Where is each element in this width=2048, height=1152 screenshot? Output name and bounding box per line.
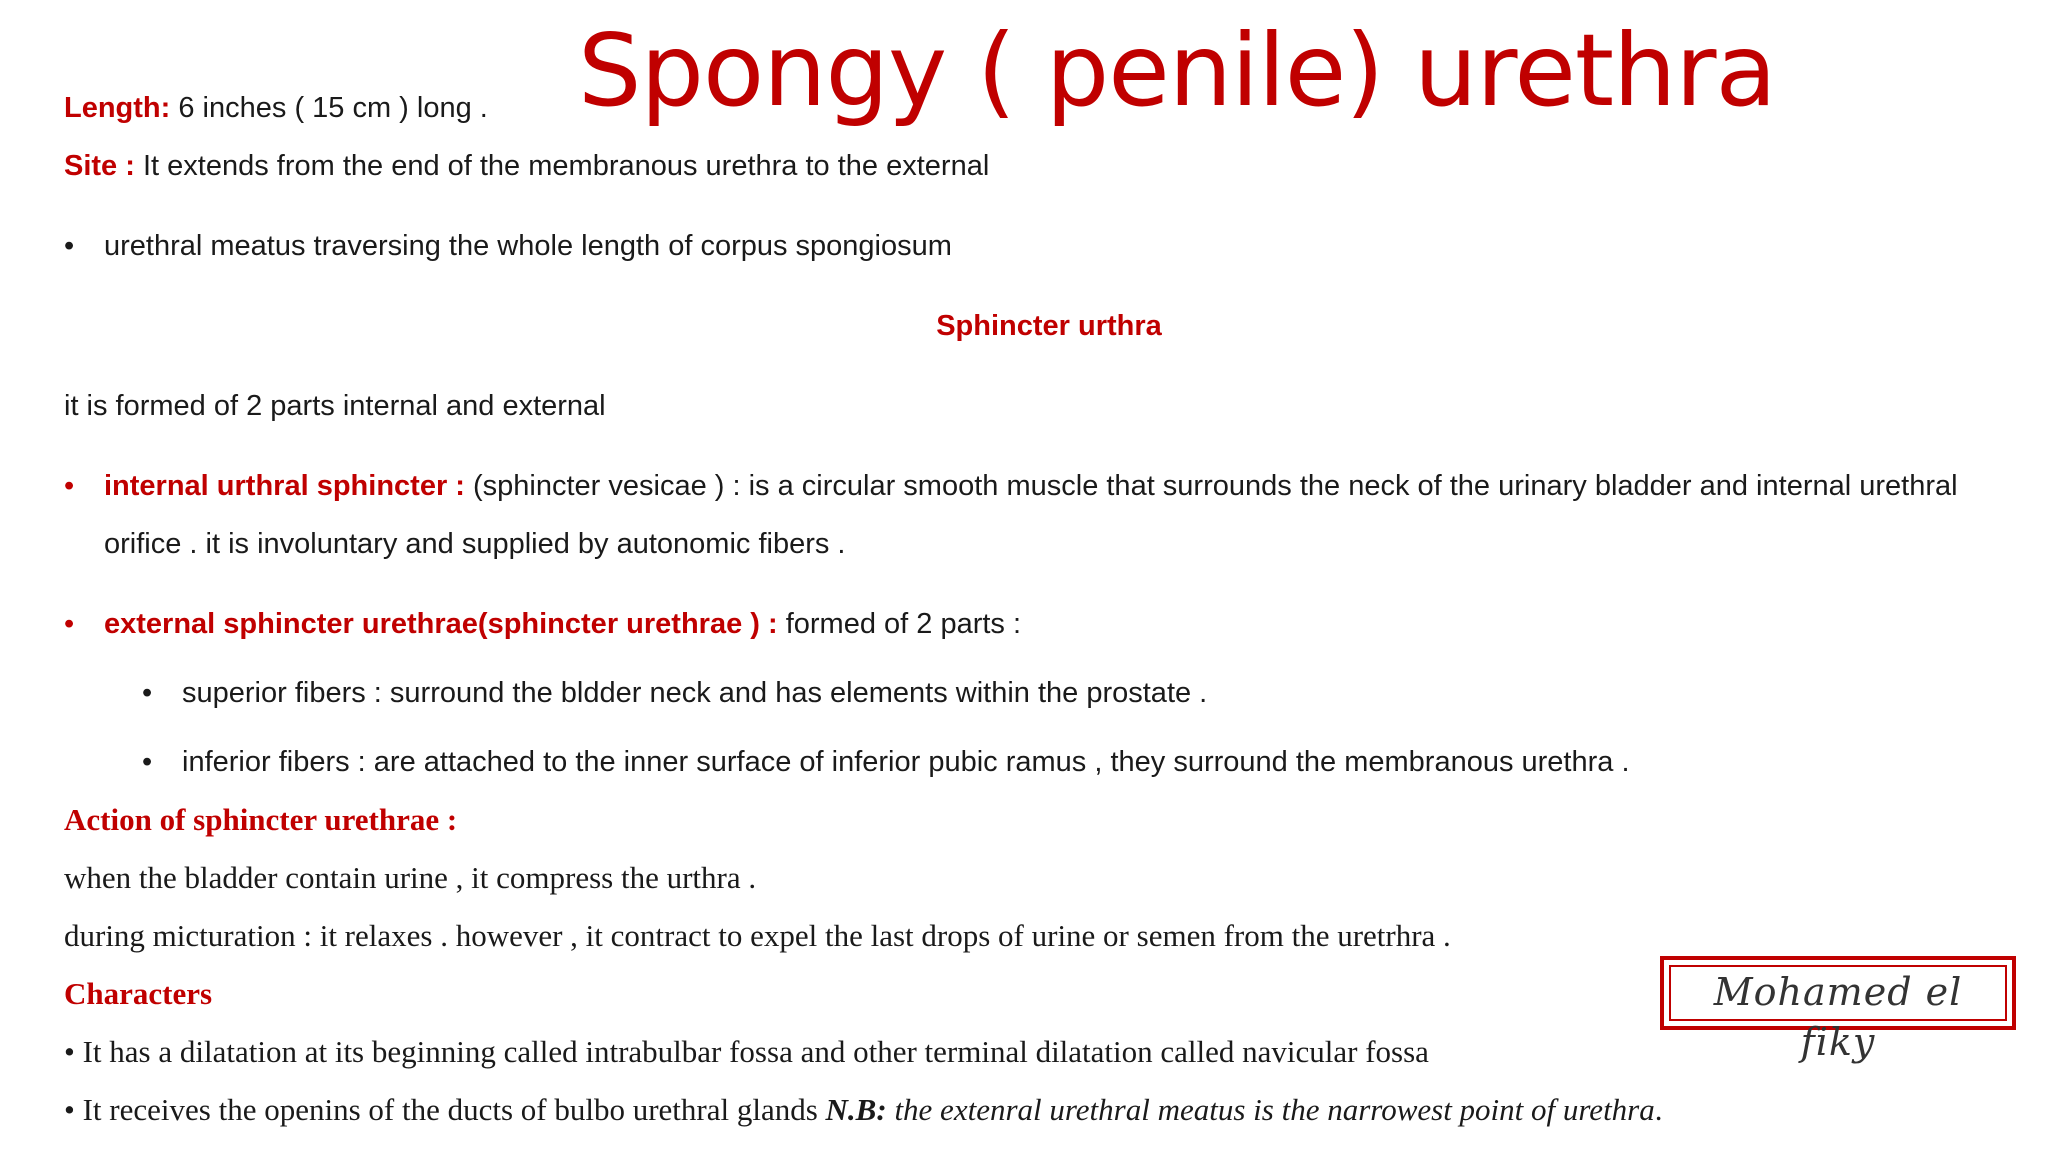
- site-bullet-text: urethral meatus traversing the whole length of corpus spongiosum: [104, 230, 952, 262]
- sphincter-heading: Sphincter urthra: [936, 310, 1162, 342]
- internal-text: (sphincter vesicae ) : is a circular smooth muscle that surrounds the neck of the urinary bladder and internal urethral: [464, 470, 1958, 502]
- characters-heading: Characters: [64, 976, 213, 1011]
- slide-title: Spongy ( penile) urethra: [578, 12, 1776, 129]
- bullet-icon: •: [142, 746, 153, 778]
- characters-bullet-2-text: It receives the openins of the ducts of bulbo urethral glands: [82, 1092, 826, 1127]
- internal-continuation: orifice . it is involuntary and supplied by autonomic fibers .: [104, 528, 846, 560]
- action-heading: Action of sphincter urethrae :: [64, 802, 458, 837]
- external-label: external sphincter urethrae(sphincter urethrae ) :: [104, 608, 778, 640]
- internal-label: internal urthral sphincter :: [104, 470, 465, 502]
- external-text: formed of 2 parts :: [777, 608, 1022, 640]
- characters-bullet-1: [64, 1032, 1429, 1072]
- signature-text: Mohamed el fiky: [1669, 965, 2007, 1021]
- nb-note: the extenral urethral meatus is the narrowest point of urethra: [886, 1092, 1655, 1127]
- bullet-icon: •: [64, 470, 75, 502]
- bullet-icon: •: [64, 230, 75, 262]
- site-label: Site :: [64, 150, 135, 182]
- bullet-icon: •: [142, 677, 153, 709]
- action-line-2: during micturation : it relaxes . however , it contract to expel the last drops of urine or semen from the uretrhra .: [64, 918, 1451, 953]
- bullet-icon: •: [64, 608, 75, 640]
- bullet-icon: •: [64, 1092, 75, 1127]
- nb-label: N.B:: [825, 1092, 887, 1127]
- formed-text: it is formed of 2 parts internal and external: [64, 390, 606, 422]
- bullet-icon: •: [64, 1034, 75, 1069]
- characters-bullet-2: [64, 1090, 1663, 1130]
- length-label: Length:: [64, 92, 171, 124]
- nb-end: .: [1654, 1092, 1663, 1127]
- length-line: [64, 88, 488, 128]
- site-text: It extends from the end of the membranous urethra to the external: [134, 150, 990, 182]
- signature-box: [1660, 956, 2016, 1064]
- sub-bullet-superior: superior fibers : surround the bldder neck and has elements within the prostate .: [182, 677, 1208, 709]
- internal-sphincter-line: [104, 466, 1958, 506]
- sub-bullet-inferior: inferior fibers : are attached to the inner surface of inferior pubic ramus , they surround the membranous urethra .: [182, 746, 1630, 778]
- characters-bullet-1-text: It has a dilatation at its beginning called intrabulbar fossa and other terminal dilatation called navicular fossa: [82, 1034, 1429, 1069]
- external-sphincter-line: [104, 604, 1021, 644]
- length-text: 6 inches ( 15 cm ) long .: [170, 92, 488, 124]
- action-line-1: when the bladder contain urine , it compress the urthra .: [64, 860, 757, 895]
- site-line: [64, 146, 989, 186]
